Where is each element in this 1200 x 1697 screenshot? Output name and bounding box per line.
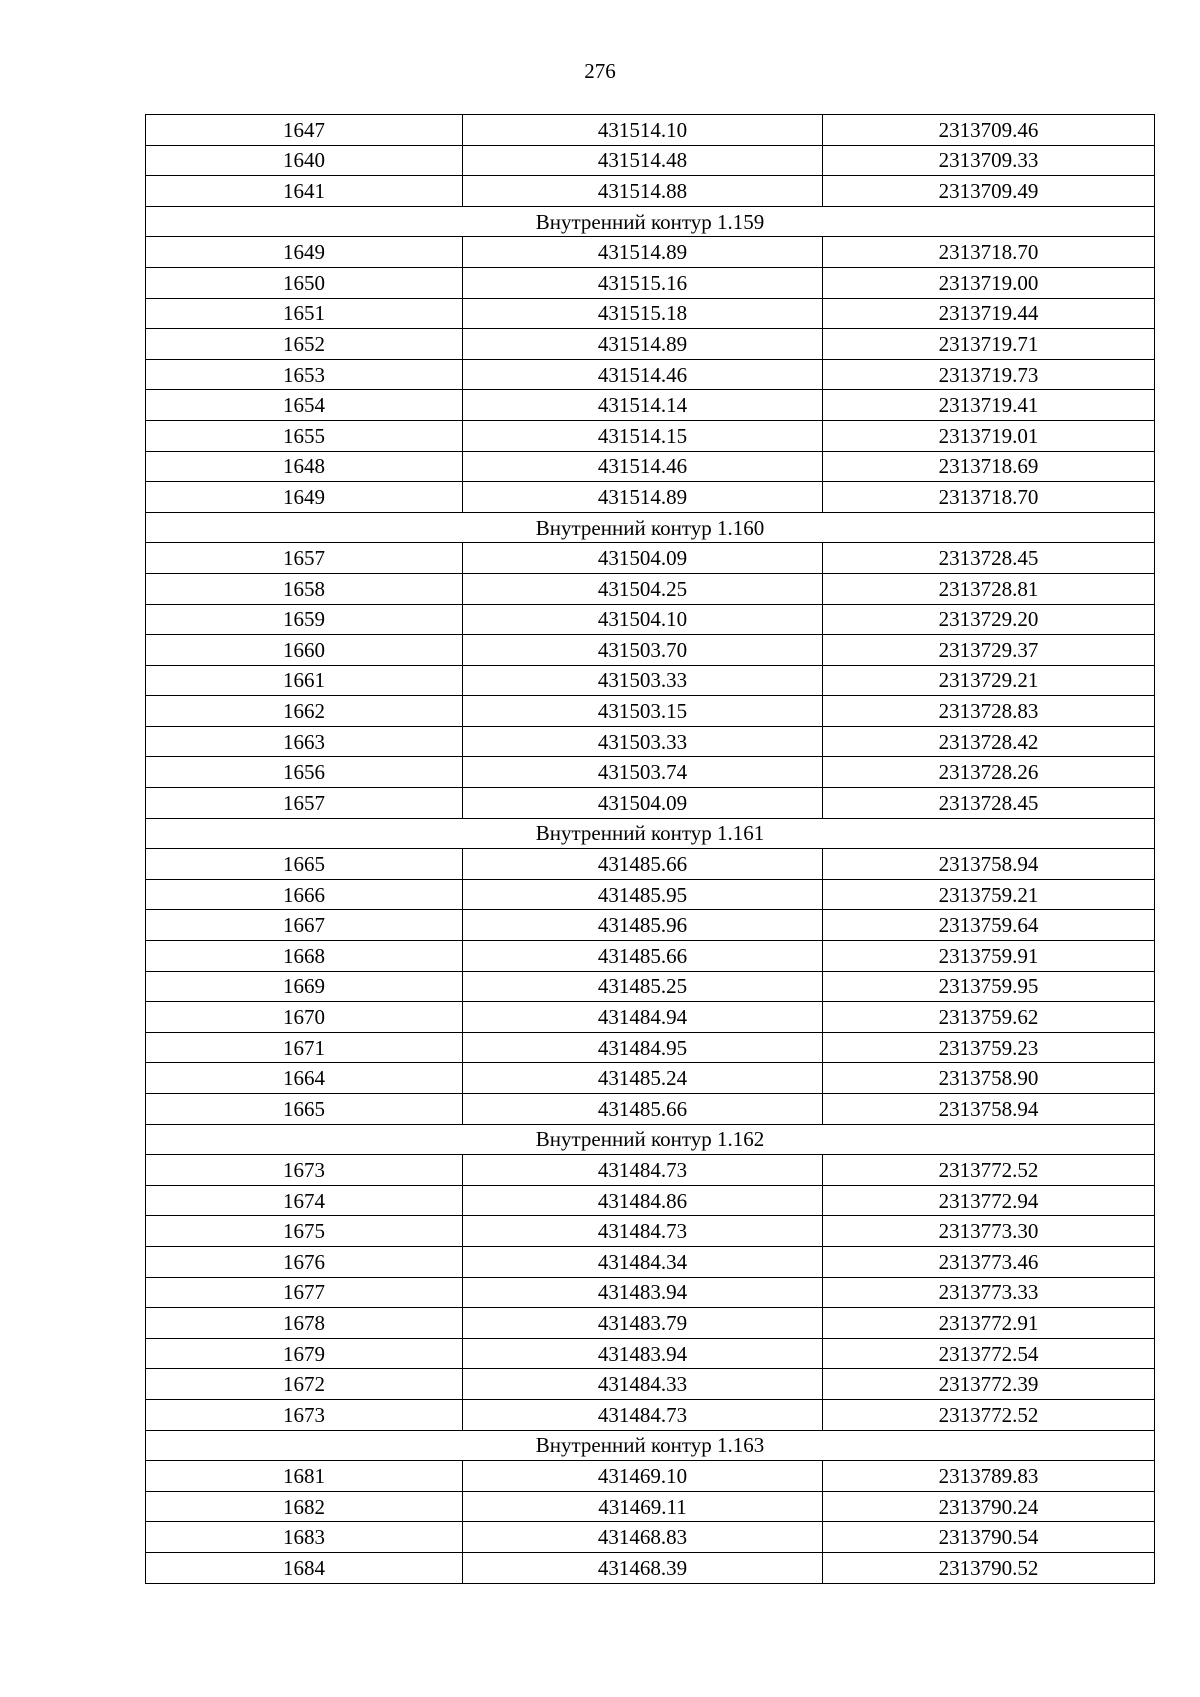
table-row <box>146 757 1155 788</box>
x-coordinate-cell: 431484.73 <box>463 1399 823 1430</box>
x-coordinate-cell: 431504.10 <box>463 604 823 635</box>
point-number-cell: 1665 <box>146 1094 463 1125</box>
point-number-cell: 1655 <box>146 420 463 451</box>
y-coordinate-cell: 2313719.41 <box>823 390 1155 421</box>
y-coordinate-cell: 2313729.21 <box>823 665 1155 696</box>
y-coordinate-cell: 2313759.62 <box>823 1002 1155 1033</box>
y-coordinate-cell: 2313728.83 <box>823 696 1155 727</box>
y-coordinate-cell: 2313728.42 <box>823 726 1155 757</box>
point-number-cell: 1651 <box>146 298 463 329</box>
y-coordinate-cell: 2313728.81 <box>823 573 1155 604</box>
point-number-cell: 1673 <box>146 1399 463 1430</box>
point-number-cell: 1647 <box>146 115 463 146</box>
x-coordinate-cell: 431483.94 <box>463 1338 823 1369</box>
x-coordinate-cell: 431468.39 <box>463 1552 823 1583</box>
x-coordinate-cell: 431503.70 <box>463 635 823 666</box>
point-number-cell: 1683 <box>146 1522 463 1553</box>
point-number-cell: 1678 <box>146 1308 463 1339</box>
table-row <box>146 1308 1155 1339</box>
x-coordinate-cell: 431485.24 <box>463 1063 823 1094</box>
x-coordinate-cell: 431484.73 <box>463 1216 823 1247</box>
x-coordinate-cell: 431514.14 <box>463 390 823 421</box>
x-coordinate-cell: 431514.89 <box>463 482 823 513</box>
x-coordinate-cell: 431504.09 <box>463 543 823 574</box>
section-header-row <box>146 1430 1155 1461</box>
section-header-row <box>146 206 1155 237</box>
x-coordinate-cell: 431485.66 <box>463 849 823 880</box>
point-number-cell: 1673 <box>146 1155 463 1186</box>
table-row <box>146 879 1155 910</box>
x-coordinate-cell: 431514.89 <box>463 329 823 360</box>
x-coordinate-cell: 431514.89 <box>463 237 823 268</box>
table-row <box>146 604 1155 635</box>
point-number-cell: 1668 <box>146 941 463 972</box>
y-coordinate-cell: 2313773.46 <box>823 1246 1155 1277</box>
point-number-cell: 1649 <box>146 482 463 513</box>
point-number-cell: 1654 <box>146 390 463 421</box>
x-coordinate-cell: 431484.34 <box>463 1246 823 1277</box>
y-coordinate-cell: 2313719.01 <box>823 420 1155 451</box>
point-number-cell: 1671 <box>146 1032 463 1063</box>
y-coordinate-cell: 2313718.70 <box>823 482 1155 513</box>
point-number-cell: 1676 <box>146 1246 463 1277</box>
table-row <box>146 788 1155 819</box>
point-number-cell: 1652 <box>146 329 463 360</box>
coordinates-table-body <box>146 115 1155 1584</box>
x-coordinate-cell: 431484.94 <box>463 1002 823 1033</box>
x-coordinate-cell: 431469.11 <box>463 1491 823 1522</box>
y-coordinate-cell: 2313718.70 <box>823 237 1155 268</box>
y-coordinate-cell: 2313709.33 <box>823 145 1155 176</box>
point-number-cell: 1679 <box>146 1338 463 1369</box>
table-row <box>146 267 1155 298</box>
y-coordinate-cell: 2313758.94 <box>823 849 1155 880</box>
table-row <box>146 451 1155 482</box>
x-coordinate-cell: 431485.66 <box>463 941 823 972</box>
point-number-cell: 1665 <box>146 849 463 880</box>
section-title: Внутренний контур 1.159 <box>146 206 1155 237</box>
x-coordinate-cell: 431514.15 <box>463 420 823 451</box>
section-header-row <box>146 512 1155 543</box>
x-coordinate-cell: 431485.25 <box>463 971 823 1002</box>
point-number-cell: 1672 <box>146 1369 463 1400</box>
table-row <box>146 1155 1155 1186</box>
table-row <box>146 1063 1155 1094</box>
table-row <box>146 543 1155 574</box>
y-coordinate-cell: 2313772.52 <box>823 1155 1155 1186</box>
table-row <box>146 237 1155 268</box>
point-number-cell: 1670 <box>146 1002 463 1033</box>
y-coordinate-cell: 2313758.90 <box>823 1063 1155 1094</box>
y-coordinate-cell: 2313772.91 <box>823 1308 1155 1339</box>
point-number-cell: 1681 <box>146 1461 463 1492</box>
table-row <box>146 849 1155 880</box>
point-number-cell: 1669 <box>146 971 463 1002</box>
point-number-cell: 1677 <box>146 1277 463 1308</box>
section-title: Внутренний контур 1.162 <box>146 1124 1155 1155</box>
x-coordinate-cell: 431515.18 <box>463 298 823 329</box>
y-coordinate-cell: 2313759.21 <box>823 879 1155 910</box>
point-number-cell: 1666 <box>146 879 463 910</box>
y-coordinate-cell: 2313772.39 <box>823 1369 1155 1400</box>
table-row <box>146 1522 1155 1553</box>
point-number-cell: 1656 <box>146 757 463 788</box>
table-row <box>146 941 1155 972</box>
x-coordinate-cell: 431483.79 <box>463 1308 823 1339</box>
point-number-cell: 1684 <box>146 1552 463 1583</box>
y-coordinate-cell: 2313759.95 <box>823 971 1155 1002</box>
point-number-cell: 1657 <box>146 788 463 819</box>
table-row <box>146 390 1155 421</box>
y-coordinate-cell: 2313729.20 <box>823 604 1155 635</box>
x-coordinate-cell: 431485.66 <box>463 1094 823 1125</box>
table-row <box>146 573 1155 604</box>
table-row <box>146 1216 1155 1247</box>
x-coordinate-cell: 431504.25 <box>463 573 823 604</box>
point-number-cell: 1664 <box>146 1063 463 1094</box>
point-number-cell: 1658 <box>146 573 463 604</box>
y-coordinate-cell: 2313759.23 <box>823 1032 1155 1063</box>
point-number-cell: 1653 <box>146 359 463 390</box>
y-coordinate-cell: 2313772.54 <box>823 1338 1155 1369</box>
y-coordinate-cell: 2313790.24 <box>823 1491 1155 1522</box>
table-row <box>146 359 1155 390</box>
x-coordinate-cell: 431485.95 <box>463 879 823 910</box>
y-coordinate-cell: 2313758.94 <box>823 1094 1155 1125</box>
y-coordinate-cell: 2313772.52 <box>823 1399 1155 1430</box>
point-number-cell: 1649 <box>146 237 463 268</box>
x-coordinate-cell: 431514.88 <box>463 176 823 207</box>
table-row <box>146 329 1155 360</box>
y-coordinate-cell: 2313729.37 <box>823 635 1155 666</box>
point-number-cell: 1641 <box>146 176 463 207</box>
table-row <box>146 145 1155 176</box>
x-coordinate-cell: 431469.10 <box>463 1461 823 1492</box>
coordinates-table <box>145 114 1155 1584</box>
table-row <box>146 726 1155 757</box>
y-coordinate-cell: 2313718.69 <box>823 451 1155 482</box>
x-coordinate-cell: 431484.73 <box>463 1155 823 1186</box>
point-number-cell: 1659 <box>146 604 463 635</box>
point-number-cell: 1667 <box>146 910 463 941</box>
x-coordinate-cell: 431468.83 <box>463 1522 823 1553</box>
point-number-cell: 1661 <box>146 665 463 696</box>
x-coordinate-cell: 431503.33 <box>463 726 823 757</box>
y-coordinate-cell: 2313789.83 <box>823 1461 1155 1492</box>
section-title: Внутренний контур 1.163 <box>146 1430 1155 1461</box>
table-row <box>146 1552 1155 1583</box>
x-coordinate-cell: 431503.33 <box>463 665 823 696</box>
table-row <box>146 665 1155 696</box>
y-coordinate-cell: 2313719.73 <box>823 359 1155 390</box>
y-coordinate-cell: 2313773.30 <box>823 1216 1155 1247</box>
y-coordinate-cell: 2313773.33 <box>823 1277 1155 1308</box>
point-number-cell: 1657 <box>146 543 463 574</box>
table-row <box>146 910 1155 941</box>
y-coordinate-cell: 2313759.64 <box>823 910 1155 941</box>
point-number-cell: 1675 <box>146 1216 463 1247</box>
table-row <box>146 1399 1155 1430</box>
y-coordinate-cell: 2313759.91 <box>823 941 1155 972</box>
x-coordinate-cell: 431484.95 <box>463 1032 823 1063</box>
y-coordinate-cell: 2313728.45 <box>823 788 1155 819</box>
table-row <box>146 420 1155 451</box>
y-coordinate-cell: 2313790.52 <box>823 1552 1155 1583</box>
table-row <box>146 482 1155 513</box>
y-coordinate-cell: 2313728.26 <box>823 757 1155 788</box>
x-coordinate-cell: 431484.33 <box>463 1369 823 1400</box>
y-coordinate-cell: 2313719.00 <box>823 267 1155 298</box>
point-number-cell: 1682 <box>146 1491 463 1522</box>
x-coordinate-cell: 431503.15 <box>463 696 823 727</box>
y-coordinate-cell: 2313790.54 <box>823 1522 1155 1553</box>
point-number-cell: 1663 <box>146 726 463 757</box>
point-number-cell: 1662 <box>146 696 463 727</box>
x-coordinate-cell: 431484.86 <box>463 1185 823 1216</box>
x-coordinate-cell: 431485.96 <box>463 910 823 941</box>
section-title: Внутренний контур 1.160 <box>146 512 1155 543</box>
table-row <box>146 1094 1155 1125</box>
x-coordinate-cell: 431514.10 <box>463 115 823 146</box>
table-row <box>146 1246 1155 1277</box>
point-number-cell: 1650 <box>146 267 463 298</box>
x-coordinate-cell: 431514.48 <box>463 145 823 176</box>
x-coordinate-cell: 431503.74 <box>463 757 823 788</box>
y-coordinate-cell: 2313728.45 <box>823 543 1155 574</box>
y-coordinate-cell: 2313709.46 <box>823 115 1155 146</box>
table-row <box>146 298 1155 329</box>
point-number-cell: 1640 <box>146 145 463 176</box>
table-row <box>146 1277 1155 1308</box>
y-coordinate-cell: 2313719.71 <box>823 329 1155 360</box>
y-coordinate-cell: 2313772.94 <box>823 1185 1155 1216</box>
table-row <box>146 635 1155 666</box>
x-coordinate-cell: 431514.46 <box>463 359 823 390</box>
table-row <box>146 1369 1155 1400</box>
table-row <box>146 696 1155 727</box>
point-number-cell: 1648 <box>146 451 463 482</box>
x-coordinate-cell: 431483.94 <box>463 1277 823 1308</box>
point-number-cell: 1674 <box>146 1185 463 1216</box>
table-row <box>146 176 1155 207</box>
page-number: 276 <box>584 59 616 83</box>
table-row <box>146 1491 1155 1522</box>
table-row <box>146 1002 1155 1033</box>
x-coordinate-cell: 431504.09 <box>463 788 823 819</box>
x-coordinate-cell: 431514.46 <box>463 451 823 482</box>
table-row <box>146 1338 1155 1369</box>
section-header-row <box>146 818 1155 849</box>
table-row <box>146 115 1155 146</box>
section-title: Внутренний контур 1.161 <box>146 818 1155 849</box>
y-coordinate-cell: 2313719.44 <box>823 298 1155 329</box>
table-row <box>146 971 1155 1002</box>
table-row <box>146 1032 1155 1063</box>
section-header-row <box>146 1124 1155 1155</box>
point-number-cell: 1660 <box>146 635 463 666</box>
table-row <box>146 1461 1155 1492</box>
table-row <box>146 1185 1155 1216</box>
y-coordinate-cell: 2313709.49 <box>823 176 1155 207</box>
x-coordinate-cell: 431515.16 <box>463 267 823 298</box>
